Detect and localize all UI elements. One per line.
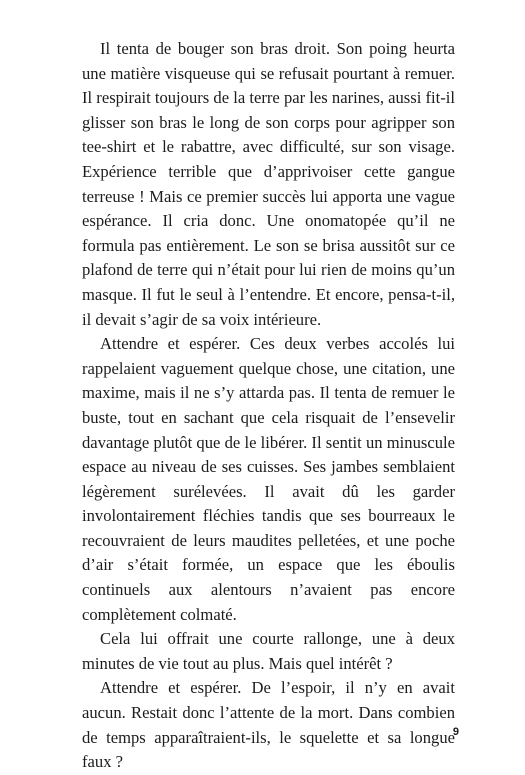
paragraph-4: Attendre et espérer. De l’espoir, il n’y en avait aucun. Restait donc l’attente de la mort. Dans combien de temps apparaîtraient-ils, le squelette et sa longue faux ? (82, 678, 455, 772)
paragraph-1: Il tenta de bouger son bras droit. Son poing heurta une matière visqueuse qui se refusait pourtant à remuer. Il respirait toujours de la terre par les narines, aussi fit-il glisser son bras le long de son corps pour agripper son tee-shirt et le rabattre, avec difficulté, sur son visage. Expérience terrible que d’apprivoiser cette gangue terreuse ! Mais ce premier succès lui apporta une vague espérance. Il cria donc. Une onomatopée qu’il ne formula pas entièrement. Le son se brisa aussitôt sur ce plafond de terre qui n’était pour lui rien de moins qu’un masque. Il fut le seul à l’entendre. Et encore, pensa-t-il, il devait s’agir de sa voix intérieure. (82, 39, 455, 329)
body-text (82, 37, 455, 775)
page-number: 9 (452, 726, 459, 738)
paragraph-3: Cela lui offrait une courte rallonge, une à deux minutes de vie tout au plus. Mais quel intérêt ? (82, 629, 455, 673)
paragraph-2: Attendre et espérer. Ces deux verbes accolés lui rappelaient vaguement quelque chose, une citation, une maxime, mais il ne s’y attarda pas. Il tenta de remuer le buste, tout en sachant que cela risquait de l’ensevelir davantage plutôt que de le libérer. Il sentit un minuscule espace au niveau de ses cuisses. Ses jambes semblaient légèrement surélevées. Il avait dû les garder involontairement fléchies tandis que ses bourreaux le recouvraient de leurs maudites pelletées, et une poche d’air s’était formée, un espace que les éboulis continuels aux alentours n’avaient pas encore complètement colmaté. (82, 334, 455, 624)
